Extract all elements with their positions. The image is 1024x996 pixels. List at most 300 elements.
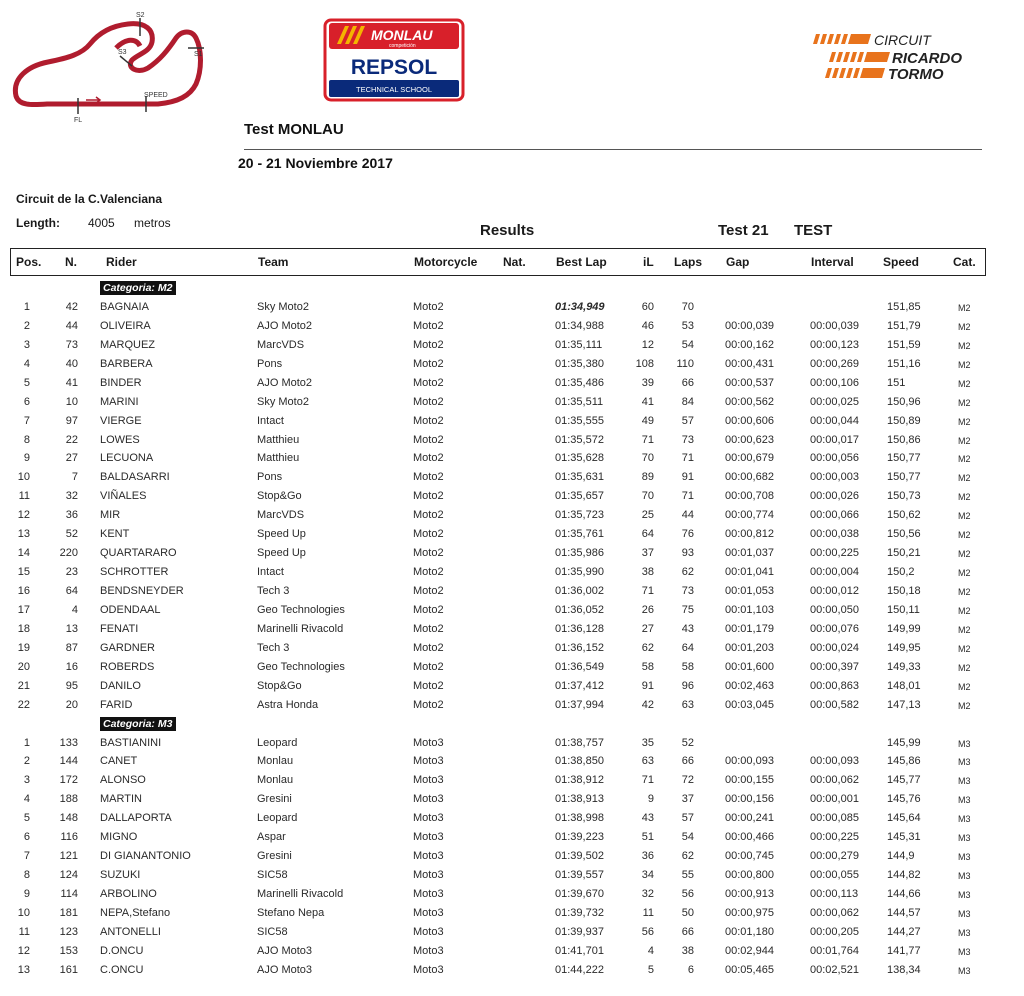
cell-best: 01:35,657 — [555, 490, 604, 503]
cell-pos: 7 — [23, 414, 30, 427]
col-cat: Cat. — [953, 255, 976, 269]
table-row — [10, 506, 986, 525]
cell-il: 43 — [641, 812, 654, 825]
cell-gap: 00:00,745 — [725, 850, 774, 863]
cell-il: 71 — [641, 774, 654, 787]
cell-speed: 147,13 — [887, 698, 921, 711]
cell-laps: 53 — [681, 319, 694, 332]
cell-gap: 00:00,679 — [725, 452, 774, 465]
cell-best: 01:36,152 — [555, 641, 604, 654]
session-type: TEST — [794, 222, 833, 239]
cell-speed: 145,76 — [887, 793, 921, 806]
cell-speed: 138,34 — [887, 963, 921, 976]
cell-speed: 145,99 — [887, 736, 921, 749]
cell-best: 01:35,723 — [555, 509, 604, 522]
cell-il: 11 — [642, 906, 654, 919]
cell-speed: 144,66 — [887, 888, 921, 900]
cell-pos: 3 — [23, 338, 30, 351]
cell-il: 108 — [635, 357, 654, 370]
cell-interval: 00:00,039 — [810, 319, 859, 332]
cell-speed: 150,96 — [887, 395, 921, 408]
svg-text:TECHNICAL SCHOOL: TECHNICAL SCHOOL — [356, 85, 432, 94]
table-row — [10, 431, 986, 450]
cell-team: AJO Moto3 — [257, 944, 313, 957]
cell-moto: Moto2 — [413, 603, 444, 616]
cell-moto: Moto3 — [413, 831, 444, 844]
cell-rider: LECUONA — [100, 452, 154, 465]
cell-moto: Moto3 — [413, 963, 444, 976]
cell-pos: 11 — [18, 925, 30, 938]
cell-interval: 00:00,225 — [810, 547, 859, 560]
cell-speed: 151,79 — [887, 319, 921, 332]
cell-il: 91 — [641, 679, 654, 692]
cell-num: 7 — [71, 471, 78, 484]
cell-il: 62 — [641, 641, 654, 654]
cell-team: Geo Technologies — [257, 603, 345, 616]
cell-laps: 54 — [681, 338, 694, 351]
cell-num: 172 — [59, 774, 78, 787]
cell-il: 36 — [641, 850, 654, 863]
col-il: iL — [643, 255, 654, 269]
cell-cat: M3 — [958, 852, 971, 863]
cell-il: 64 — [641, 528, 654, 541]
cell-rider: OLIVEIRA — [100, 319, 151, 332]
cell-laps: 66 — [681, 376, 694, 389]
cell-cat: M3 — [958, 776, 971, 787]
cell-moto: Moto2 — [413, 414, 444, 427]
table-row — [10, 734, 986, 753]
cell-interval: 00:00,066 — [810, 509, 859, 522]
cell-cat: M2 — [958, 662, 971, 673]
cell-moto: Moto3 — [413, 736, 444, 749]
cell-best: 01:39,670 — [555, 888, 604, 900]
cell-rider: MARQUEZ — [100, 338, 155, 351]
svg-text:S2: S2 — [136, 12, 145, 19]
cell-pos: 11 — [18, 490, 30, 503]
cell-moto: Moto3 — [413, 793, 444, 806]
cell-laps: 76 — [681, 528, 694, 541]
cell-moto: Moto2 — [413, 433, 444, 446]
cell-interval: 00:00,279 — [810, 850, 859, 863]
cell-speed: 151 — [887, 376, 906, 389]
table-row — [10, 923, 986, 942]
cell-pos: 21 — [17, 679, 30, 692]
cell-num: 87 — [65, 641, 78, 654]
cell-laps: 64 — [681, 641, 694, 654]
cell-interval: 00:00,024 — [810, 641, 859, 654]
cell-interval: 00:00,397 — [810, 660, 859, 673]
cell-team: Aspar — [257, 831, 286, 844]
cell-speed: 145,64 — [887, 812, 921, 825]
cell-cat: M2 — [958, 492, 971, 503]
cell-pos: 22 — [17, 698, 30, 711]
cell-il: 32 — [641, 888, 654, 900]
cell-moto: Moto2 — [413, 338, 444, 351]
cell-interval: 00:00,050 — [810, 603, 859, 616]
cell-team: MarcVDS — [257, 509, 305, 522]
cell-best: 01:37,412 — [555, 679, 604, 692]
cell-rider: GARDNER — [100, 641, 156, 654]
cell-pos: 1 — [23, 736, 30, 749]
cell-team: Geo Technologies — [257, 660, 345, 673]
category-header — [10, 279, 986, 298]
table-row — [10, 374, 986, 393]
results-table-header — [10, 248, 986, 276]
cell-il: 12 — [641, 338, 654, 351]
table-row — [10, 487, 986, 506]
col-number: N. — [65, 255, 77, 269]
cell-num: 153 — [59, 944, 78, 957]
cell-cat: M3 — [958, 965, 971, 976]
cell-rider: D.ONCU — [100, 944, 144, 957]
cell-rider: SCHROTTER — [100, 566, 169, 579]
cell-pos: 2 — [23, 319, 30, 332]
cell-cat: M2 — [958, 700, 971, 711]
cell-num: 10 — [65, 395, 78, 408]
cell-moto: Moto2 — [413, 357, 444, 370]
cell-moto: Moto2 — [413, 319, 444, 332]
cell-best: 01:38,998 — [555, 812, 604, 825]
cell-best: 01:35,761 — [555, 528, 604, 541]
cell-team: Sky Moto2 — [257, 395, 309, 408]
cell-speed: 141,77 — [887, 944, 921, 957]
test-dates: 20 - 21 Noviembre 2017 — [238, 155, 393, 171]
cell-num: 23 — [65, 566, 78, 579]
cell-moto: Moto3 — [413, 888, 444, 900]
cell-rider: ROBERDS — [100, 660, 155, 673]
cell-team: AJO Moto2 — [257, 319, 313, 332]
cell-interval: 00:00,123 — [810, 338, 859, 351]
cell-moto: Moto2 — [413, 679, 444, 692]
cell-pos: 20 — [17, 660, 30, 673]
cell-pos: 16 — [17, 585, 30, 597]
cell-cat: M2 — [958, 473, 971, 484]
table-row — [10, 582, 986, 601]
cell-laps: 52 — [681, 736, 694, 749]
cell-pos: 4 — [23, 793, 30, 806]
cell-moto: Moto2 — [413, 528, 444, 541]
cell-num: 52 — [65, 528, 78, 541]
cell-num: 144 — [59, 755, 78, 768]
cell-speed: 150,86 — [887, 433, 921, 446]
table-row — [10, 563, 986, 582]
cell-cat: M2 — [958, 530, 971, 541]
cell-gap: 00:00,431 — [725, 357, 774, 370]
cell-rider: KENT — [100, 528, 130, 541]
cell-speed: 151,16 — [887, 357, 921, 370]
cell-gap: 00:01,041 — [725, 566, 774, 579]
cell-rider: ANTONELLI — [100, 925, 161, 938]
cell-il: 34 — [641, 869, 654, 882]
col-rider: Rider — [106, 255, 137, 269]
cell-rider: BARBERA — [100, 357, 153, 370]
title-divider — [244, 149, 982, 150]
cell-pos: 12 — [17, 509, 30, 522]
cell-il: 42 — [641, 698, 654, 711]
cell-num: 40 — [65, 357, 78, 370]
cell-cat: M2 — [958, 624, 971, 635]
cell-laps: 71 — [681, 490, 694, 503]
cell-interval: 00:00,003 — [810, 471, 859, 484]
cell-moto: Moto2 — [413, 622, 444, 635]
cell-interval: 00:00,863 — [810, 679, 859, 692]
test-title: Test MONLAU — [244, 121, 344, 138]
table-row — [10, 828, 986, 847]
cell-gap: 00:00,156 — [725, 793, 774, 806]
cell-gap: 00:00,708 — [725, 490, 774, 503]
cell-team: Marinelli Rivacold — [257, 622, 344, 635]
cell-interval: 00:00,076 — [810, 622, 859, 635]
cell-rider: MARINI — [100, 395, 139, 408]
cell-speed: 144,82 — [887, 869, 921, 882]
cell-cat: M3 — [958, 814, 971, 825]
cell-pos: 3 — [23, 774, 30, 787]
cell-moto: Moto2 — [413, 395, 444, 408]
cell-il: 70 — [641, 490, 654, 503]
table-row — [10, 961, 986, 980]
cell-laps: 93 — [681, 547, 694, 560]
cell-best: 01:39,502 — [555, 850, 604, 863]
cell-gap: 00:00,039 — [725, 319, 774, 332]
table-row — [10, 904, 986, 923]
cell-gap: 00:00,800 — [725, 869, 774, 882]
cell-team: Tech 3 — [257, 641, 290, 654]
col-speed: Speed — [883, 255, 920, 269]
cell-interval: 00:00,026 — [810, 490, 859, 503]
cell-num: 36 — [65, 509, 78, 522]
cell-best: 01:35,628 — [555, 452, 604, 465]
table-row — [10, 809, 986, 828]
table-row — [10, 847, 986, 866]
cell-cat: M2 — [958, 302, 971, 313]
cell-best: 01:38,757 — [555, 736, 604, 749]
cell-rider: VIÑALES — [100, 490, 147, 503]
cell-laps: 56 — [681, 888, 694, 900]
cell-interval: 00:00,205 — [810, 925, 859, 938]
cell-pos: 13 — [17, 963, 30, 976]
cell-cat: M3 — [958, 927, 971, 938]
cell-laps: 91 — [681, 471, 694, 484]
cell-cat: M2 — [958, 587, 971, 597]
session-label: Test 21 — [718, 222, 769, 239]
cell-team: Speed Up — [257, 528, 306, 541]
cell-moto: Moto3 — [413, 925, 444, 938]
cell-il: 71 — [641, 433, 654, 446]
cell-il: 56 — [641, 925, 654, 938]
cell-il: 49 — [641, 414, 654, 427]
cell-speed: 150,2 — [887, 566, 915, 579]
cell-pos: 8 — [23, 433, 30, 446]
cell-gap: 00:00,155 — [725, 774, 774, 787]
cell-interval: 00:00,225 — [810, 831, 859, 844]
cell-team: AJO Moto3 — [257, 963, 313, 976]
cell-gap: 00:02,944 — [725, 944, 774, 957]
cell-best: 01:36,128 — [555, 622, 604, 635]
cell-team: SIC58 — [257, 925, 288, 938]
cell-laps: 54 — [681, 831, 694, 844]
cell-moto: Moto3 — [413, 812, 444, 825]
cell-interval: 00:02,521 — [810, 963, 859, 976]
cell-rider: CANET — [100, 755, 138, 768]
cell-pos: 6 — [23, 395, 30, 408]
cell-laps: 55 — [681, 869, 694, 882]
cell-speed: 150,56 — [887, 528, 921, 541]
cell-pos: 15 — [17, 566, 30, 579]
cell-best: 01:35,572 — [555, 433, 604, 446]
table-row — [10, 298, 986, 317]
cell-interval: 00:01,764 — [810, 944, 859, 957]
col-motorcycle: Motorcycle — [414, 255, 478, 269]
col-interval: Interval — [811, 255, 854, 269]
cell-best: 01:35,986 — [555, 547, 604, 560]
cell-laps: 38 — [681, 944, 694, 957]
cell-moto: Moto2 — [413, 566, 444, 579]
cell-rider: VIERGE — [100, 414, 142, 427]
cell-rider: ARBOLINO — [100, 888, 157, 900]
cell-laps: 50 — [681, 906, 694, 919]
cell-moto: Moto3 — [413, 944, 444, 957]
svg-text:REPSOL: REPSOL — [350, 56, 438, 79]
results-table-body — [10, 279, 986, 980]
cell-interval: 00:00,062 — [810, 906, 859, 919]
cell-laps: 63 — [681, 698, 694, 711]
cell-gap: 00:00,093 — [725, 755, 774, 768]
cell-best: 01:35,111 — [555, 338, 603, 351]
cell-interval: 00:00,055 — [810, 869, 859, 882]
cell-best: 01:35,555 — [555, 414, 604, 427]
cell-gap: 00:00,975 — [725, 906, 774, 919]
cell-num: 32 — [65, 490, 78, 503]
cell-laps: 57 — [681, 414, 694, 427]
cell-pos: 19 — [17, 641, 30, 654]
cell-team: Stefano Nepa — [257, 906, 325, 919]
cell-num: 220 — [59, 547, 78, 560]
cell-gap: 00:00,562 — [725, 395, 774, 408]
cell-moto: Moto2 — [413, 376, 444, 389]
cell-num: 114 — [60, 888, 78, 900]
table-row — [10, 885, 986, 904]
cell-best: 01:36,549 — [555, 660, 604, 673]
cell-moto: Moto2 — [413, 698, 444, 711]
svg-text:RICARDO: RICARDO — [892, 50, 962, 67]
cell-speed: 149,95 — [887, 641, 921, 654]
cell-laps: 37 — [681, 793, 694, 806]
cell-best: 01:39,937 — [555, 925, 604, 938]
cell-gap: 00:01,103 — [725, 603, 774, 616]
cell-il: 26 — [641, 603, 654, 616]
cell-best: 01:35,511 — [555, 395, 604, 408]
cell-gap: 00:05,465 — [725, 963, 774, 976]
table-row — [10, 525, 986, 544]
cell-cat: M3 — [958, 946, 971, 957]
cell-speed: 145,86 — [887, 755, 921, 768]
category-label: Categoria: M2 — [100, 281, 176, 295]
cell-cat: M3 — [958, 757, 971, 768]
cell-cat: M3 — [958, 908, 971, 919]
category-header — [10, 715, 986, 734]
table-row — [10, 412, 986, 431]
cell-moto: Moto2 — [413, 547, 444, 560]
cell-rider: SUZUKI — [100, 869, 141, 882]
cell-il: 5 — [647, 963, 654, 976]
cell-laps: 73 — [681, 585, 694, 597]
cell-num: 116 — [60, 831, 78, 844]
cell-team: Tech 3 — [257, 585, 290, 597]
cell-num: 41 — [65, 376, 78, 389]
cell-cat: M2 — [958, 340, 971, 351]
cell-team: AJO Moto2 — [257, 376, 313, 389]
cell-cat: M2 — [958, 454, 971, 465]
cell-team: Monlau — [257, 774, 294, 787]
cell-rider: DI GIANANTONIO — [100, 850, 191, 863]
cell-rider: DANILO — [100, 679, 141, 692]
cell-speed: 148,01 — [887, 679, 921, 692]
cell-cat: M2 — [958, 416, 971, 427]
cell-cat: M3 — [958, 871, 971, 882]
cell-il: 27 — [641, 622, 654, 635]
cell-num: 64 — [65, 585, 78, 597]
cell-il: 39 — [641, 376, 654, 389]
cell-pos: 17 — [17, 603, 30, 616]
svg-text:S1: S1 — [194, 51, 203, 58]
table-row — [10, 658, 986, 677]
cell-moto: Moto2 — [413, 660, 444, 673]
cell-il: 37 — [641, 547, 654, 560]
cell-speed: 149,99 — [887, 622, 921, 635]
cell-interval: 00:00,012 — [810, 585, 859, 597]
cell-team: SIC58 — [257, 869, 288, 882]
cell-gap: 00:00,162 — [725, 338, 774, 351]
cell-cat: M2 — [958, 681, 971, 692]
cell-il: 4 — [647, 944, 654, 957]
cell-gap: 00:01,600 — [725, 660, 774, 673]
col-gap: Gap — [726, 255, 750, 269]
cell-speed: 150,18 — [887, 585, 921, 597]
cell-rider: FARID — [100, 698, 133, 711]
cell-team: Astra Honda — [257, 698, 319, 711]
cell-laps: 43 — [681, 622, 694, 635]
cell-team: MarcVDS — [257, 338, 305, 351]
monlau-repsol-logo — [323, 18, 465, 102]
cell-laps: 110 — [676, 357, 694, 370]
cell-cat: M2 — [958, 605, 971, 616]
cell-laps: 57 — [681, 812, 694, 825]
cell-team: Intact — [257, 414, 284, 427]
cell-moto: Moto2 — [413, 300, 444, 313]
cell-best: 01:39,557 — [555, 869, 604, 882]
cell-speed: 151,59 — [887, 338, 921, 351]
cell-speed: 150,21 — [887, 547, 921, 560]
table-row — [10, 317, 986, 336]
cell-interval: 00:00,056 — [810, 452, 859, 465]
cell-num: 133 — [59, 736, 78, 749]
cell-gap: 00:00,606 — [725, 414, 774, 427]
cell-team: Matthieu — [257, 433, 300, 446]
cell-interval: 00:00,113 — [810, 888, 859, 900]
cell-rider: ODENDAAL — [100, 603, 161, 616]
svg-text:competición: competición — [389, 43, 416, 49]
cell-best: 01:36,002 — [555, 585, 604, 597]
cell-num: 97 — [65, 414, 78, 427]
cell-pos: 2 — [23, 755, 30, 768]
cell-il: 38 — [641, 566, 654, 579]
cell-num: 4 — [71, 603, 78, 616]
cell-pos: 10 — [17, 471, 30, 484]
cell-best: 01:36,052 — [555, 603, 604, 616]
cell-cat: M2 — [958, 643, 971, 654]
cell-laps: 66 — [681, 925, 694, 938]
cell-rider: BALDASARRI — [100, 471, 170, 484]
